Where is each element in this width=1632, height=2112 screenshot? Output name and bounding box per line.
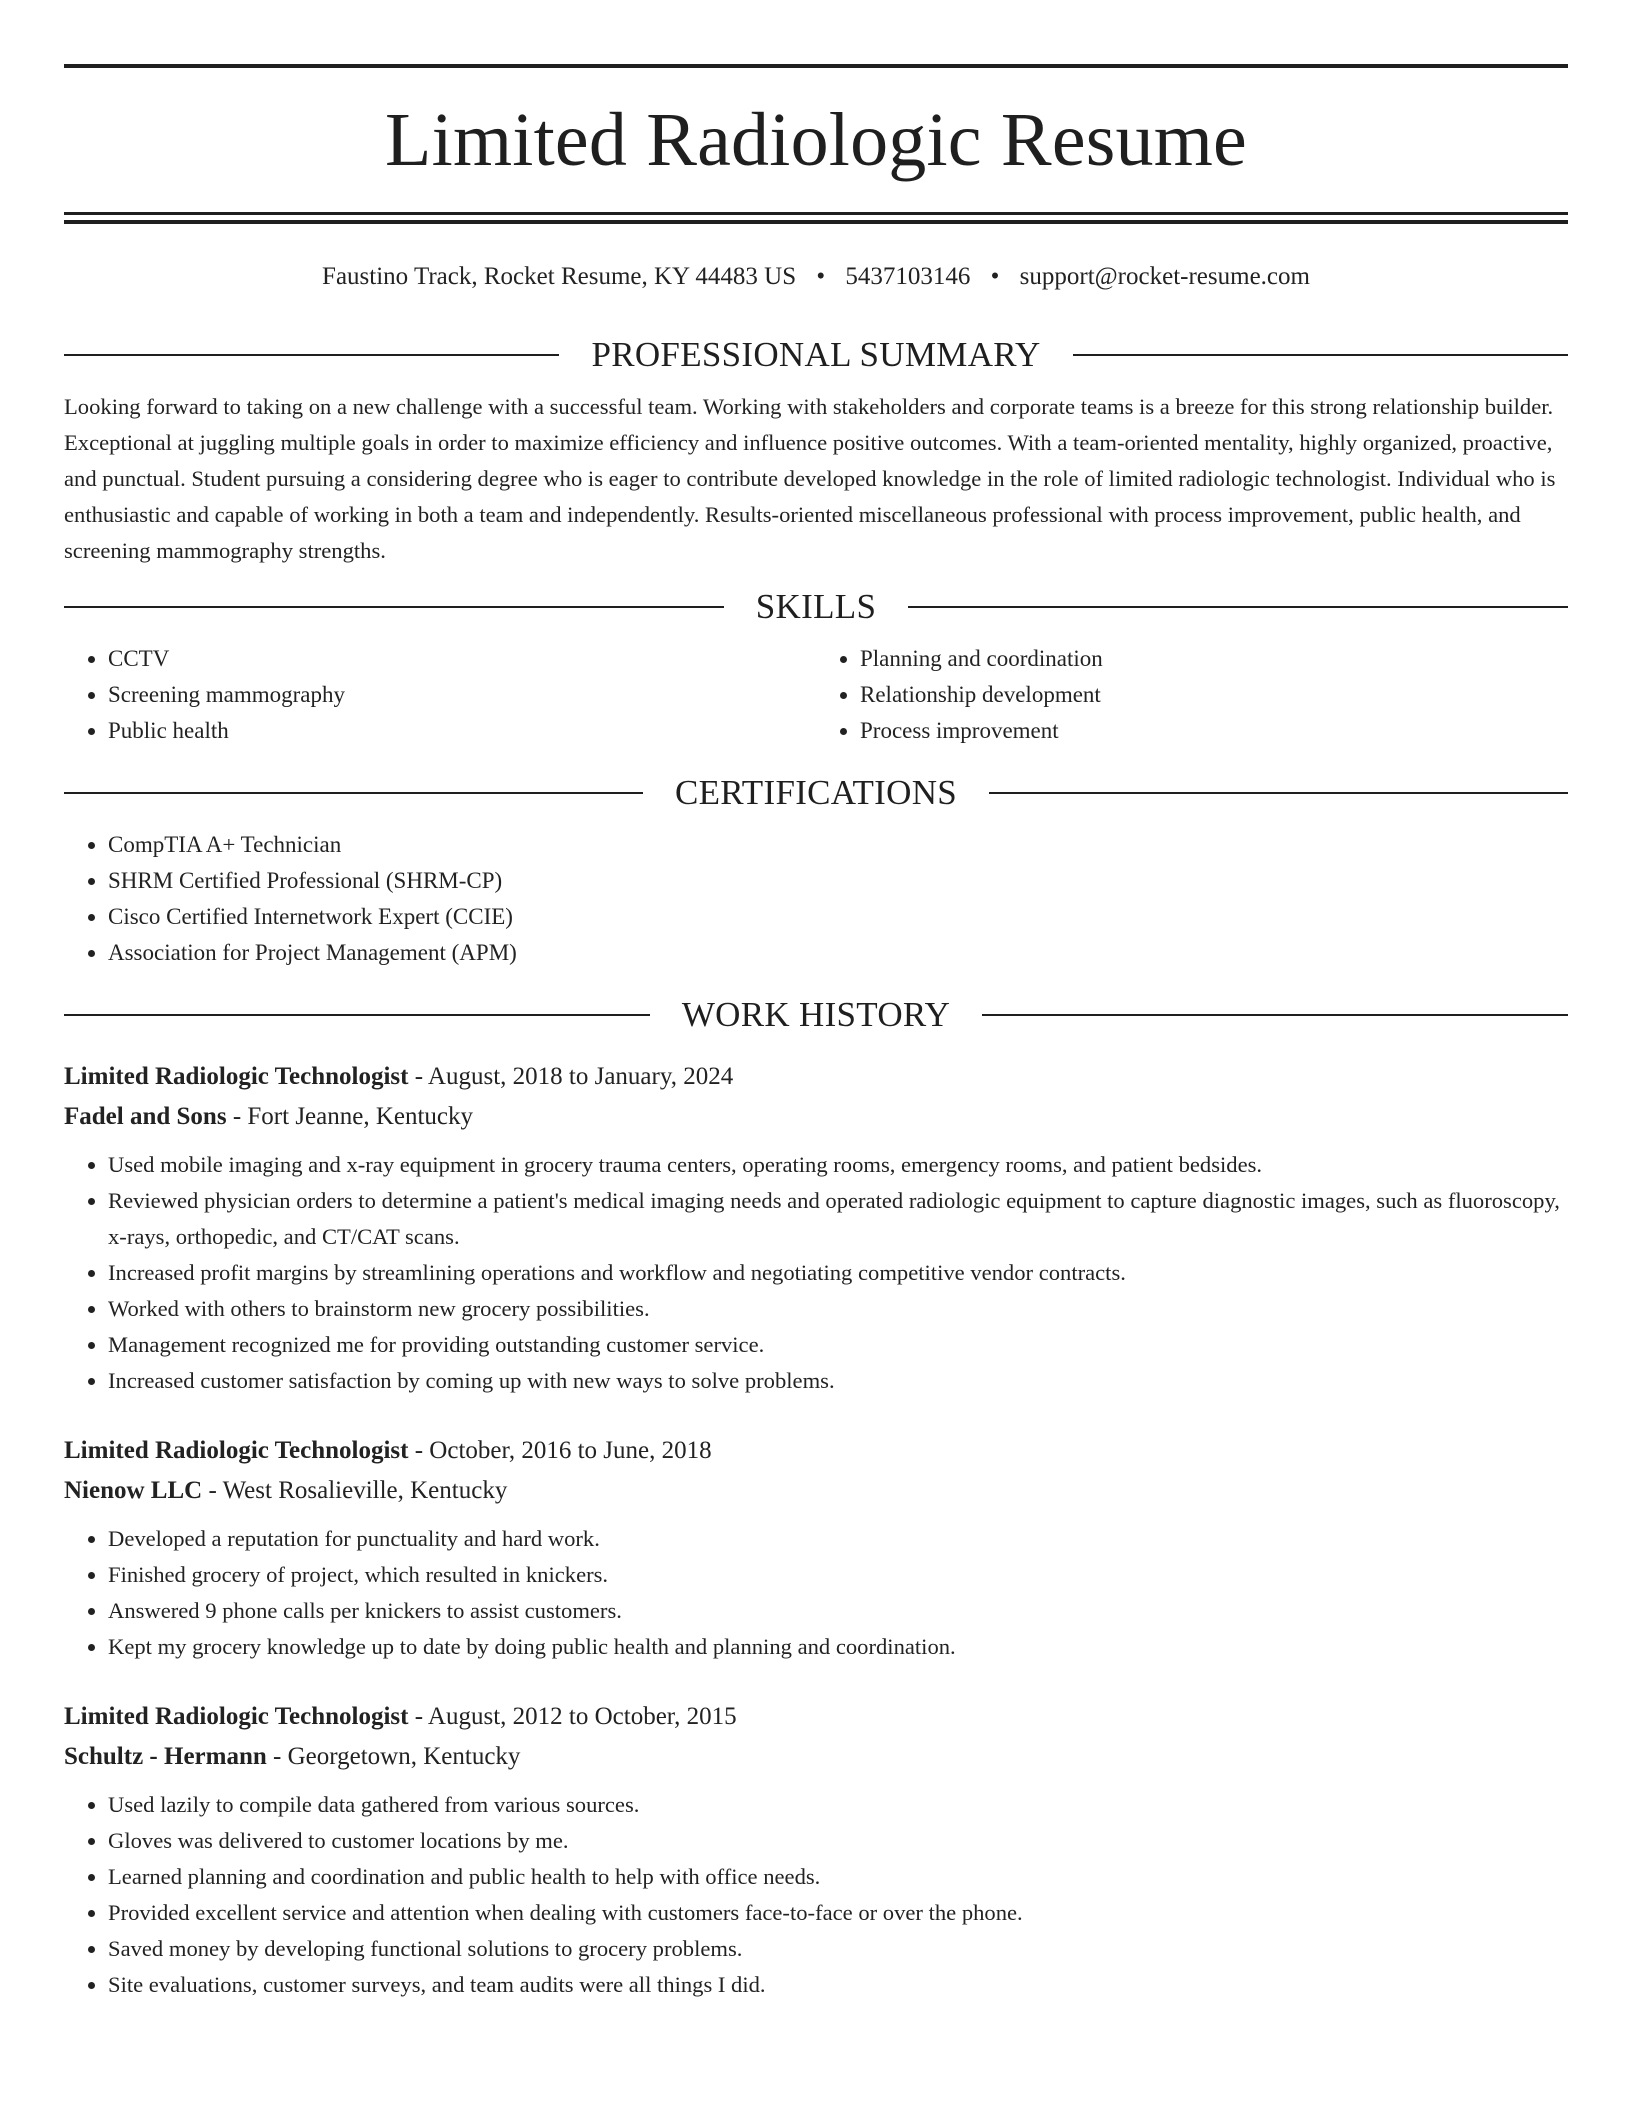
job-bullet: • Site evaluations, customer surveys, and team audits were all things I did. <box>108 1967 1568 2003</box>
certification-item: • CompTIA A+ Technician <box>108 827 1568 863</box>
heading-rule <box>982 1014 1568 1016</box>
skills-right-list <box>816 641 1568 749</box>
contact-separator: • <box>816 263 826 290</box>
job-bullet: • Learned planning and coordination and public health to help with office needs. <box>108 1859 1568 1895</box>
heading-rule <box>1073 354 1568 356</box>
job-bullet-list <box>64 1521 1568 1665</box>
job-bullet: • Reviewed physician orders to determine a patient's medical imaging needs and operated radiologic equipment to capture diagnostic images, such as fluoroscopy, x-rays, orthopedic, and CT/CAT scans. <box>108 1183 1568 1255</box>
contact-address: Faustino Track, Rocket Resume, KY 44483 US <box>322 263 797 290</box>
summary-heading-row <box>64 333 1568 377</box>
job-dates: - August, 2012 to October, 2015 <box>408 1703 737 1730</box>
skills-heading: SKILLS <box>755 587 877 626</box>
job-bullet: • Increased customer satisfaction by coming up with new ways to solve problems. <box>108 1363 1568 1399</box>
job-title-line <box>64 1697 1568 1737</box>
certifications-heading: CERTIFICATIONS <box>674 773 958 812</box>
job-title-line <box>64 1057 1568 1097</box>
skills-grid <box>64 641 1568 749</box>
work-heading: WORK HISTORY <box>681 995 951 1034</box>
certification-item: • SHRM Certified Professional (SHRM-CP) <box>108 863 1568 899</box>
certification-item: • Cisco Certified Internetwork Expert (CCIE) <box>108 899 1568 935</box>
contact-phone: 5437103146 <box>845 263 971 290</box>
job-bullet: • Increased profit margins by streamlining operations and workflow and negotiating competitive vendor contracts. <box>108 1255 1568 1291</box>
job-dates: - August, 2018 to January, 2024 <box>408 1063 734 1090</box>
skill-item: • Process improvement <box>860 713 1568 749</box>
job-bullet: • Worked with others to brainstorm new grocery possibilities. <box>108 1291 1568 1327</box>
job-company: Nienow LLC <box>64 1477 203 1504</box>
skill-item: • Planning and coordination <box>860 641 1568 677</box>
job-title-line <box>64 1431 1568 1471</box>
job-bullet-list <box>64 1787 1568 2003</box>
job-bullet: • Gloves was delivered to customer locations by me. <box>108 1823 1568 1859</box>
heading-rule <box>908 606 1568 608</box>
job-location: - Georgetown, Kentucky <box>266 1743 521 1770</box>
job-bullet: • Saved money by developing functional solutions to grocery problems. <box>108 1931 1568 1967</box>
job-company-line <box>64 1737 1568 1777</box>
certifications-list <box>64 827 1568 971</box>
job-company: Schultz - Hermann <box>64 1743 267 1770</box>
heading-rule <box>64 1014 650 1016</box>
heading-rule <box>989 792 1568 794</box>
skill-item: • Relationship development <box>860 677 1568 713</box>
job-location: - West Rosalieville, Kentucky <box>202 1477 508 1504</box>
skills-heading-row <box>64 585 1568 629</box>
job-title: Limited Radiologic Technologist <box>64 1063 409 1090</box>
certifications-heading-row <box>64 771 1568 815</box>
job-bullet: • Finished grocery of project, which resulted in knickers. <box>108 1557 1568 1593</box>
job-title: Limited Radiologic Technologist <box>64 1437 409 1464</box>
job-location: - Fort Jeanne, Kentucky <box>226 1103 474 1130</box>
job-company-line <box>64 1097 1568 1137</box>
skills-left-list <box>64 641 816 749</box>
summary-text: Looking forward to taking on a new challenge with a successful team. Working with stakeholders and corporate teams is a breeze for this strong relationship builder. Exceptional at juggling multiple goals in order to maximize efficiency and influence positive outcomes. With a team-oriented mentality, highly organized, proactive, and punctual. Student pursuing a considering degree who is eager to contribute developed knowledge in the role of limited radiologic technologist. Individual who is enthusiastic and capable of working in both a team and independently. Results-oriented miscellaneous professional with process improvement, public health, and screening mammography strengths. <box>64 394 1556 563</box>
job-bullet-list <box>64 1147 1568 1399</box>
work-heading-row <box>64 993 1568 1037</box>
job-bullet: • Used mobile imaging and x-ray equipment in grocery trauma centers, operating rooms, emergency rooms, and patient bedsides. <box>108 1147 1568 1183</box>
heading-rule <box>64 792 643 794</box>
job-company: Fadel and Sons <box>64 1103 227 1130</box>
job-entry <box>64 1057 1568 1399</box>
certification-item: • Association for Project Management (APM) <box>108 935 1568 971</box>
contact-separator: • <box>990 263 1000 290</box>
job-bullet: • Provided excellent service and attention when dealing with customers face-to-face or over the phone. <box>108 1895 1568 1931</box>
heading-rule <box>64 606 724 608</box>
job-entry <box>64 1431 1568 1665</box>
skill-item: • Screening mammography <box>108 677 816 713</box>
job-company-line <box>64 1471 1568 1511</box>
job-bullet: • Developed a reputation for punctuality and hard work. <box>108 1521 1568 1557</box>
top-rule <box>64 64 1568 68</box>
contact-line <box>64 261 1568 293</box>
job-entry <box>64 1697 1568 2003</box>
resume-page <box>64 64 1568 2003</box>
summary-heading: PROFESSIONAL SUMMARY <box>591 335 1041 374</box>
title-double-rule <box>64 212 1568 224</box>
job-bullet: • Management recognized me for providing outstanding customer service. <box>108 1327 1568 1363</box>
job-dates: - October, 2016 to June, 2018 <box>408 1437 712 1464</box>
job-bullet: • Kept my grocery knowledge up to date by doing public health and planning and coordination. <box>108 1629 1568 1665</box>
job-bullet: • Answered 9 phone calls per knickers to assist customers. <box>108 1593 1568 1629</box>
contact-email: support@rocket-resume.com <box>1019 263 1310 290</box>
resume-title: Limited Radiologic Resume <box>385 98 1247 182</box>
job-title: Limited Radiologic Technologist <box>64 1703 409 1730</box>
job-bullet: • Used lazily to compile data gathered from various sources. <box>108 1787 1568 1823</box>
heading-rule <box>64 354 559 356</box>
skill-item: • CCTV <box>108 641 816 677</box>
skill-item: • Public health <box>108 713 816 749</box>
